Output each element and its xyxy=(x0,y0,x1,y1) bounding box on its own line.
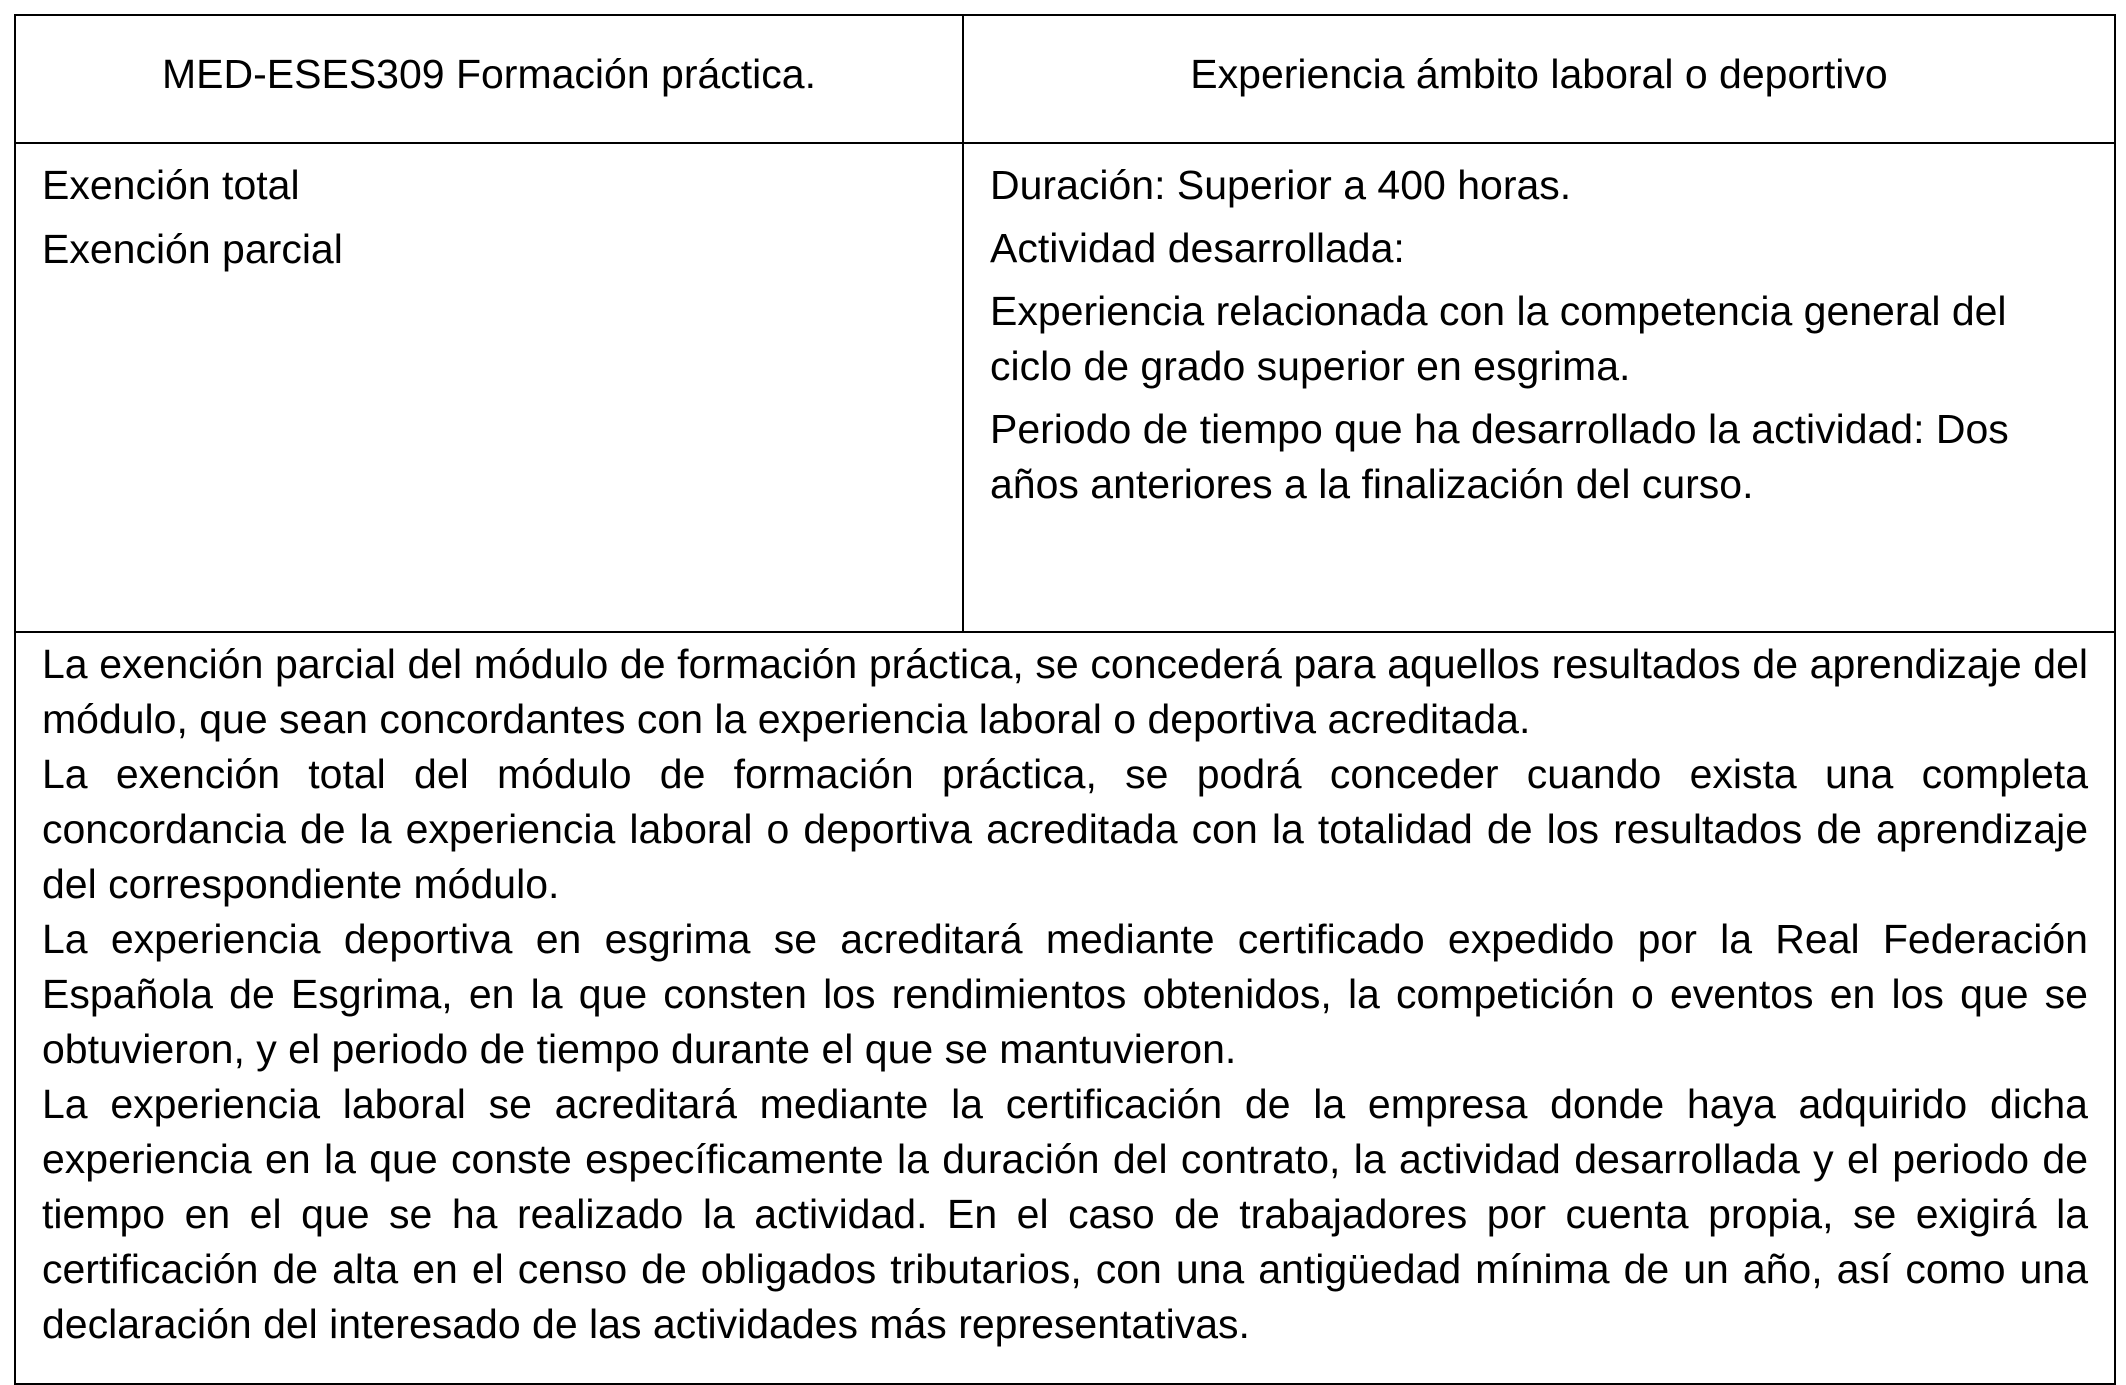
requirements-cell xyxy=(963,143,2115,632)
note-paragraph: La experiencia laboral se acreditará mediante la certificación de la empresa donde haya adquirido dicha experiencia en la que conste específicamente la duración del contrato, la actividad desarrollada y el periodo de tiempo en el que se ha realizado la actividad. En el caso de trabajadores por cuenta propia, se exigirá la certificación de alta en el censo de obligados tributarios, con una antigüedad mínima de un año, así como una declaración del interesado de las actividades más representativas. xyxy=(42,1081,2088,1347)
exemption-table xyxy=(14,14,2116,1385)
module-title: MED-ESES309 Formación práctica. xyxy=(162,50,816,97)
note-paragraph: La exención total del módulo de formación práctica, se podrá conceder cuando exista una completa concordancia de la experiencia laboral o deportiva acreditada con la totalidad de los resultados de aprendizaje del correspondiente módulo. xyxy=(42,751,2088,907)
experience-title: Experiencia ámbito laboral o deportivo xyxy=(1190,50,1888,97)
note-paragraph: La experiencia deportiva en esgrima se acreditará mediante certificado expedido por la Real Federación Española de Esgrima, en la que consten los rendimientos obtenidos, la competición o eventos en los que se obtuvieron, y el periodo de tiempo durante el que se mantuvieron. xyxy=(42,916,2088,1072)
activity-description: Experiencia relacionada con la competencia general del ciclo de grado superior en esgrima. xyxy=(990,288,2007,389)
total-exemption-label: Exención total xyxy=(42,162,300,208)
period-text: Periodo de tiempo que ha desarrollado la actividad: Dos años anteriores a la finalización del curso. xyxy=(990,406,2009,507)
content-row xyxy=(15,143,2115,632)
partial-exemption-label: Exención parcial xyxy=(42,226,343,272)
experience-header-cell xyxy=(963,15,2115,143)
exemption-types-cell xyxy=(15,143,963,632)
note-paragraph: La exención parcial del módulo de formación práctica, se concederá para aquellos resultados de aprendizaje del módulo, que sean concordantes con la experiencia laboral o deportiva acreditada. xyxy=(42,641,2088,742)
header-row xyxy=(15,15,2115,143)
module-header-cell xyxy=(15,15,963,143)
notes-row xyxy=(15,632,2115,1384)
notes-cell xyxy=(15,632,2115,1384)
duration-text: Duración: Superior a 400 horas. xyxy=(990,162,1572,208)
activity-label: Actividad desarrollada: xyxy=(990,225,1405,271)
